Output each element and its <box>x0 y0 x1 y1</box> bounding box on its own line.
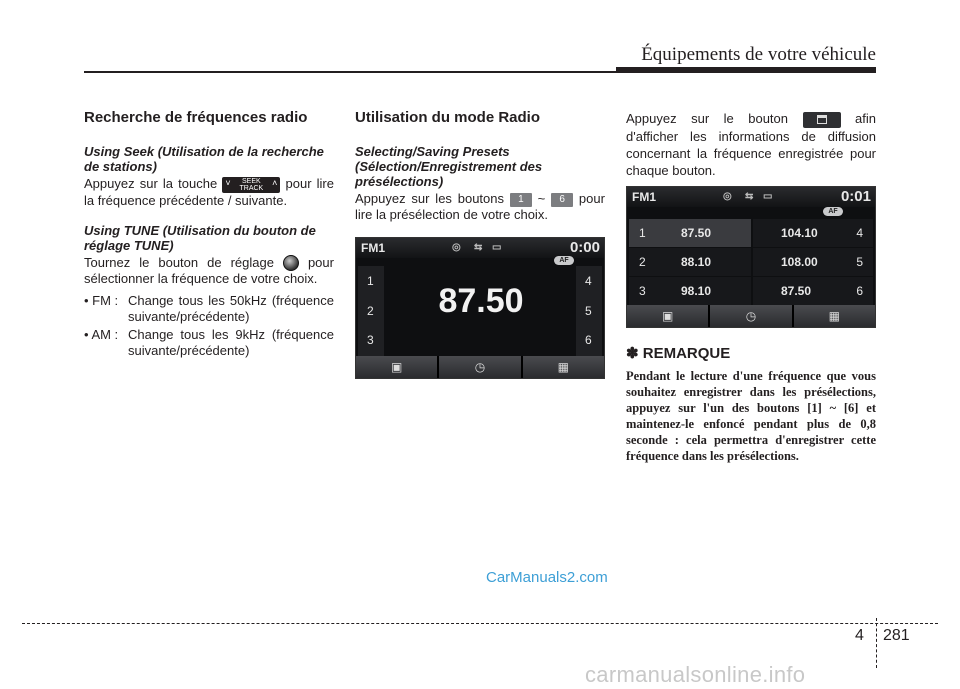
remark-title: ✽ REMARQUE <box>626 345 731 362</box>
preset-frequency: 108.00 <box>781 255 818 269</box>
preset-row-1[interactable] <box>629 219 751 247</box>
usb-icon: ⇆ <box>745 191 754 202</box>
preset-number: 6 <box>856 284 863 298</box>
seek-track-button-icon <box>222 177 280 193</box>
section-heading: Utilisation du mode Radio <box>355 109 541 126</box>
radio-info-icon: ▣ <box>390 360 403 374</box>
subsection-title-tune: Using TUNE (Utilisation du bouton de réglage TUNE) <box>84 222 316 253</box>
preset-3[interactable]: 3 <box>367 333 374 347</box>
scan-button[interactable] <box>710 305 791 327</box>
radio-screen-fm <box>355 237 605 379</box>
preset-row-2[interactable] <box>629 248 751 276</box>
paragraph-info <box>626 110 876 179</box>
text: afin d'afficher les informations de diffusion concernant la fréquence enregistrée pour chaque bouton. <box>626 111 876 178</box>
preset-row-6[interactable] <box>753 277 873 305</box>
paragraph-tune <box>84 255 334 288</box>
seek-label: SEEK <box>242 177 261 185</box>
preset-6[interactable]: 6 <box>585 333 592 347</box>
preset-button-6-icon: 6 <box>551 193 573 207</box>
watermark-link[interactable]: CarManuals2.com <box>486 569 608 586</box>
af-badge: AF <box>554 256 574 265</box>
bullet-fm <box>84 293 334 325</box>
grid-menu-icon: ▦ <box>557 360 569 374</box>
menu-button[interactable] <box>523 356 604 378</box>
preset-2[interactable]: 2 <box>367 304 374 318</box>
radio-info-icon: ▣ <box>661 309 674 323</box>
preset-row-4[interactable] <box>753 219 873 247</box>
preset-row-3[interactable] <box>629 277 751 305</box>
preset-list-left <box>629 219 751 305</box>
screen-bottom-bar <box>356 356 604 378</box>
page-header-title: Équipements de votre véhicule <box>641 44 876 65</box>
paragraph-seek <box>84 176 334 209</box>
remark-box <box>626 328 876 464</box>
preset-frequency: 87.50 <box>781 284 812 298</box>
remark-body: Pendant le lecture d'une fréquence que vous souhaitez enregistrer dans les présélections, appuyez sur l'un des boutons [1] ~ [6] et maintenez-le enfoncé pendant plus de 0,8 seconde : cela permettra d'enregistrer cette fréquence dans les présélections. <box>626 369 876 463</box>
preset-frequency: 98.10 <box>681 284 712 298</box>
left-presets <box>358 266 384 356</box>
screen-status-bar <box>356 238 604 258</box>
right-presets <box>576 266 602 356</box>
bullet-key: • AM : <box>84 327 119 343</box>
preset-number: 4 <box>856 226 863 240</box>
preset-list-right <box>753 219 873 305</box>
signal-icon: ◎ <box>452 242 461 253</box>
link-icon: ▭ <box>763 191 773 202</box>
footer-rule <box>22 623 938 624</box>
track-label: TRACK <box>239 184 264 192</box>
screen-status-bar <box>627 187 875 207</box>
text: pour lire la présélection de votre choix. <box>355 191 605 222</box>
preset-number: 3 <box>639 284 646 298</box>
preset-number: 2 <box>639 255 646 269</box>
preset-number: 1 <box>639 226 646 240</box>
current-frequency: 87.50 <box>438 282 524 320</box>
subsection-title-seek: Using Seek (Utilisation de la recherche de stations) <box>84 144 324 174</box>
clock: 0:00 <box>569 239 600 256</box>
range-separator: ~ <box>537 191 546 206</box>
tune-knob-icon <box>283 255 299 271</box>
radio-screen-presets <box>626 186 876 328</box>
header-rule-accent <box>616 67 876 73</box>
link-icon: ▭ <box>492 242 502 253</box>
preset-1[interactable]: 1 <box>367 274 374 288</box>
subsection-title-presets: Selecting/Saving Presets (Sélection/Enregistrement des présélections) <box>355 144 543 189</box>
clock: 0:01 <box>840 188 871 205</box>
chapter-number: 4 <box>855 627 864 644</box>
band-label: FM1 <box>632 190 656 204</box>
bullet-value: Change tous les 50kHz (fréquence suivante/précédente) <box>128 293 334 325</box>
section-heading: Recherche de fréquences radio <box>84 109 308 126</box>
column-preset-info <box>626 110 876 179</box>
bullet-am <box>84 327 334 359</box>
grid-menu-icon: ▦ <box>828 309 840 323</box>
text: Appuyez sur le bouton <box>626 111 789 126</box>
chevron-down-icon: ˅ <box>225 177 231 188</box>
footer-divider <box>876 618 877 668</box>
paragraph-presets <box>355 191 605 223</box>
column-radio-mode <box>355 110 605 223</box>
screen-bottom-bar <box>627 305 875 327</box>
chevron-up-icon: ˄ <box>272 177 278 188</box>
preset-4[interactable]: 4 <box>585 274 592 288</box>
bullet-key: • FM : <box>84 293 119 309</box>
menu-button[interactable] <box>794 305 875 327</box>
info-button[interactable] <box>356 356 437 378</box>
text: Appuyez sur les boutons <box>355 191 505 206</box>
preset-row-5[interactable] <box>753 248 873 276</box>
af-badge: AF <box>823 207 843 216</box>
preset-frequency: 104.10 <box>781 226 818 240</box>
site-watermark: carmanualsonline.info <box>585 662 806 687</box>
text: pour sélectionner la fréquence de votre choix. <box>84 254 334 287</box>
page-number: 281 <box>883 627 910 644</box>
preset-5[interactable]: 5 <box>585 304 592 318</box>
preset-button-1-icon: 1 <box>510 193 532 207</box>
preset-number: 5 <box>856 255 863 269</box>
text: Appuyez sur la touche <box>84 176 218 191</box>
text: Tournez le bouton de réglage <box>84 254 274 270</box>
band-label: FM1 <box>361 241 385 255</box>
column-radio-search <box>84 110 334 361</box>
info-button-icon <box>803 112 841 128</box>
info-button[interactable] <box>627 305 708 327</box>
radio-scan-icon: ◷ <box>745 309 757 323</box>
radio-scan-icon: ◷ <box>474 360 486 374</box>
bullet-value: Change tous les 9kHz (fréquence suivante/précédente) <box>128 327 334 359</box>
preset-frequency: 87.50 <box>681 226 712 240</box>
text: pour lire la fréquence précédente / suivante. <box>84 176 334 208</box>
preset-frequency: 88.10 <box>681 255 712 269</box>
signal-icon: ◎ <box>723 191 732 202</box>
scan-button[interactable] <box>439 356 520 378</box>
usb-icon: ⇆ <box>474 242 483 253</box>
